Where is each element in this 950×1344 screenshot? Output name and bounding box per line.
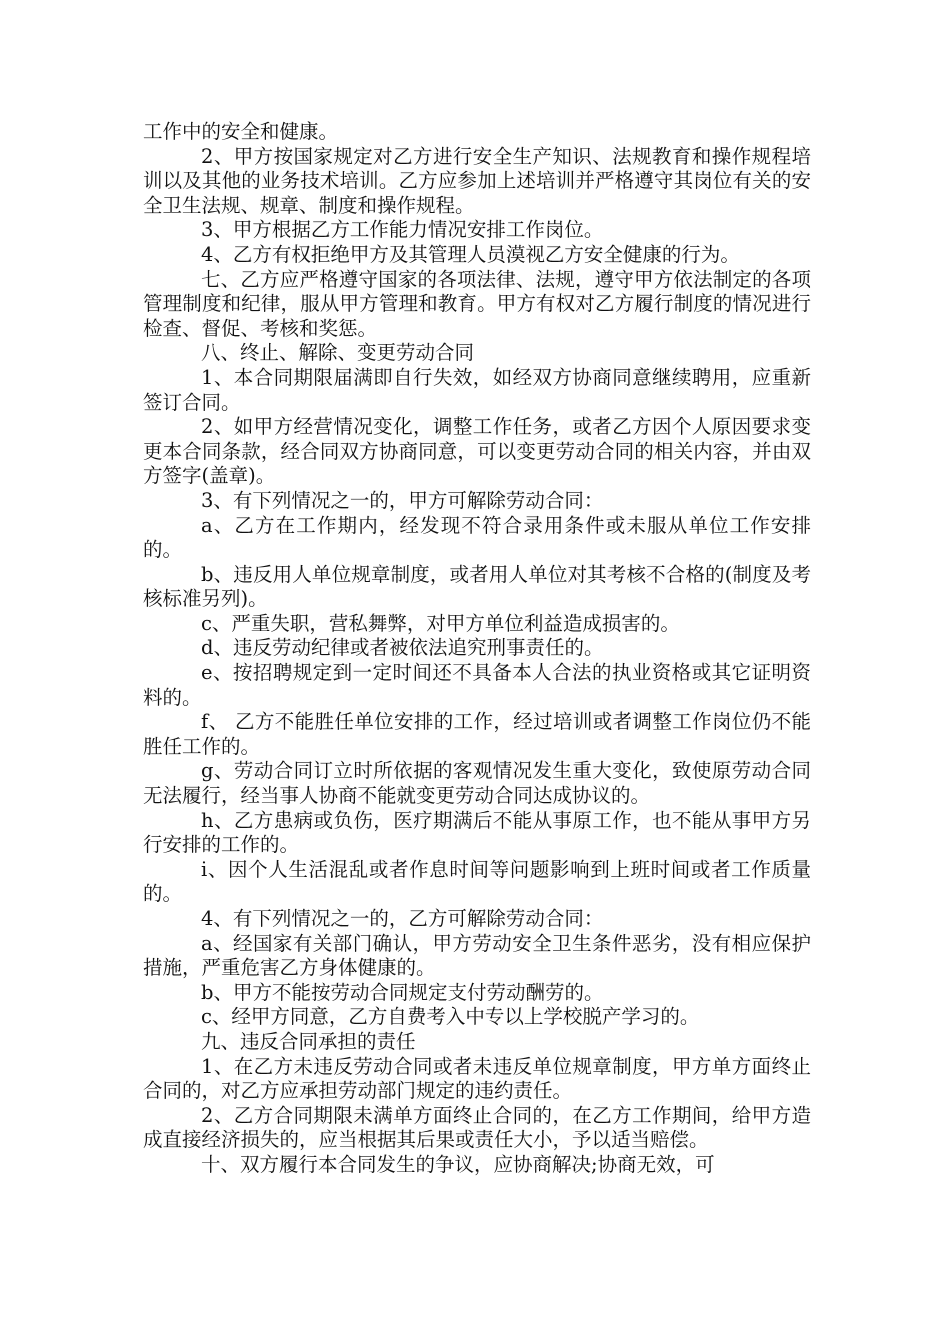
document-body: [143, 120, 811, 1178]
paragraph: a、乙方在工作期内，经发现不符合录用条件或未服从单位工作安排的。: [143, 513, 811, 562]
paragraph: 八、终止、解除、变更劳动合同: [201, 341, 475, 365]
paragraph: 七、乙方应严格遵守国家的各项法律、法规，遵守甲方依法制定的各项管理制度和纪律，服从甲方管理和教育。甲方有权对乙方履行制度的情况进行检查、督促、考核和奖惩。: [143, 267, 811, 340]
paragraph: 工作中的安全和健康。: [143, 120, 339, 143]
paragraph: 十、双方履行本合同发生的争议，应协商解决;协商无效，可: [201, 1152, 715, 1176]
paragraph: h、乙方患病或负伤，医疗期满后不能从事原工作，也不能从事甲方另行安排的工作的。: [143, 808, 811, 857]
paragraph: b、甲方不能按劳动合同规定支付劳动酬劳的。: [201, 980, 604, 1004]
paragraph: 2、如甲方经营情况变化，调整工作任务，或者乙方因个人原因要求变更本合同条款，经合同双方协商同意，可以变更劳动合同的相关内容，并由双方签字(盖章)。: [143, 415, 811, 488]
paragraph: 3、甲方根据乙方工作能力情况安排工作岗位。: [201, 218, 604, 242]
paragraph: 4、有下列情况之一的，乙方可解除劳动合同：: [201, 907, 604, 930]
paragraph: a、经国家有关部门确认，甲方劳动安全卫生条件恶劣，没有相应保护措施，严重危害乙方身体健康的。: [143, 931, 811, 980]
paragraph: 2、甲方按国家规定对乙方进行安全生产知识、法规教育和操作规程培训以及其他的业务技术培训。乙方应参加上述培训并严格遵守其岗位有关的安全卫生法规、规章、制度和操作规程。: [143, 144, 811, 217]
paragraph: 2、乙方合同期限未满单方面终止合同的，在乙方工作期间，给甲方造成直接经济损失的，应当根据其后果或责任大小，予以适当赔偿。: [143, 1103, 811, 1152]
paragraph: c、严重失职，营私舞弊，对甲方单位利益造成损害的。: [201, 611, 680, 635]
paragraph: g、劳动合同订立时所依据的客观情况发生重大变化，致使原劳动合同无法履行，经当事人协商不能就变更劳动合同达成协议的。: [143, 759, 811, 808]
paragraph: b、违反用人单位规章制度，或者用人单位对其考核不合格的(制度及考核标准另列)。: [143, 562, 811, 611]
paragraph: f、 乙方不能胜任单位安排的工作，经过培训或者调整工作岗位仍不能胜任工作的。: [143, 710, 811, 758]
paragraph: 3、有下列情况之一的，甲方可解除劳动合同：: [201, 488, 604, 512]
paragraph: c、经甲方同意，乙方自费考入中专以上学校脱产学习的。: [201, 1005, 700, 1029]
paragraph: 4、乙方有权拒绝甲方及其管理人员漠视乙方安全健康的行为。: [201, 242, 740, 266]
paragraph: i、因个人生活混乱或者作息时间等问题影响到上班时间或者工作质量的。: [143, 857, 811, 906]
paragraph: e、按招聘规定到一定时间还不具备本人合法的执业资格或其它证明资料的。: [143, 661, 811, 709]
paragraph: 1、本合同期限届满即自行失效，如经双方协商同意继续聘用，应重新签订合同。: [143, 365, 811, 414]
paragraph: d、违反劳动纪律或者被依法追究刑事责任的。: [201, 636, 604, 660]
paragraph: 1、在乙方未违反劳动合同或者未违反单位规章制度，甲方单方面终止合同的，对乙方应承担劳动部门规定的违约责任。: [143, 1054, 811, 1103]
paragraph: 九、违反合同承担的责任: [201, 1029, 416, 1053]
